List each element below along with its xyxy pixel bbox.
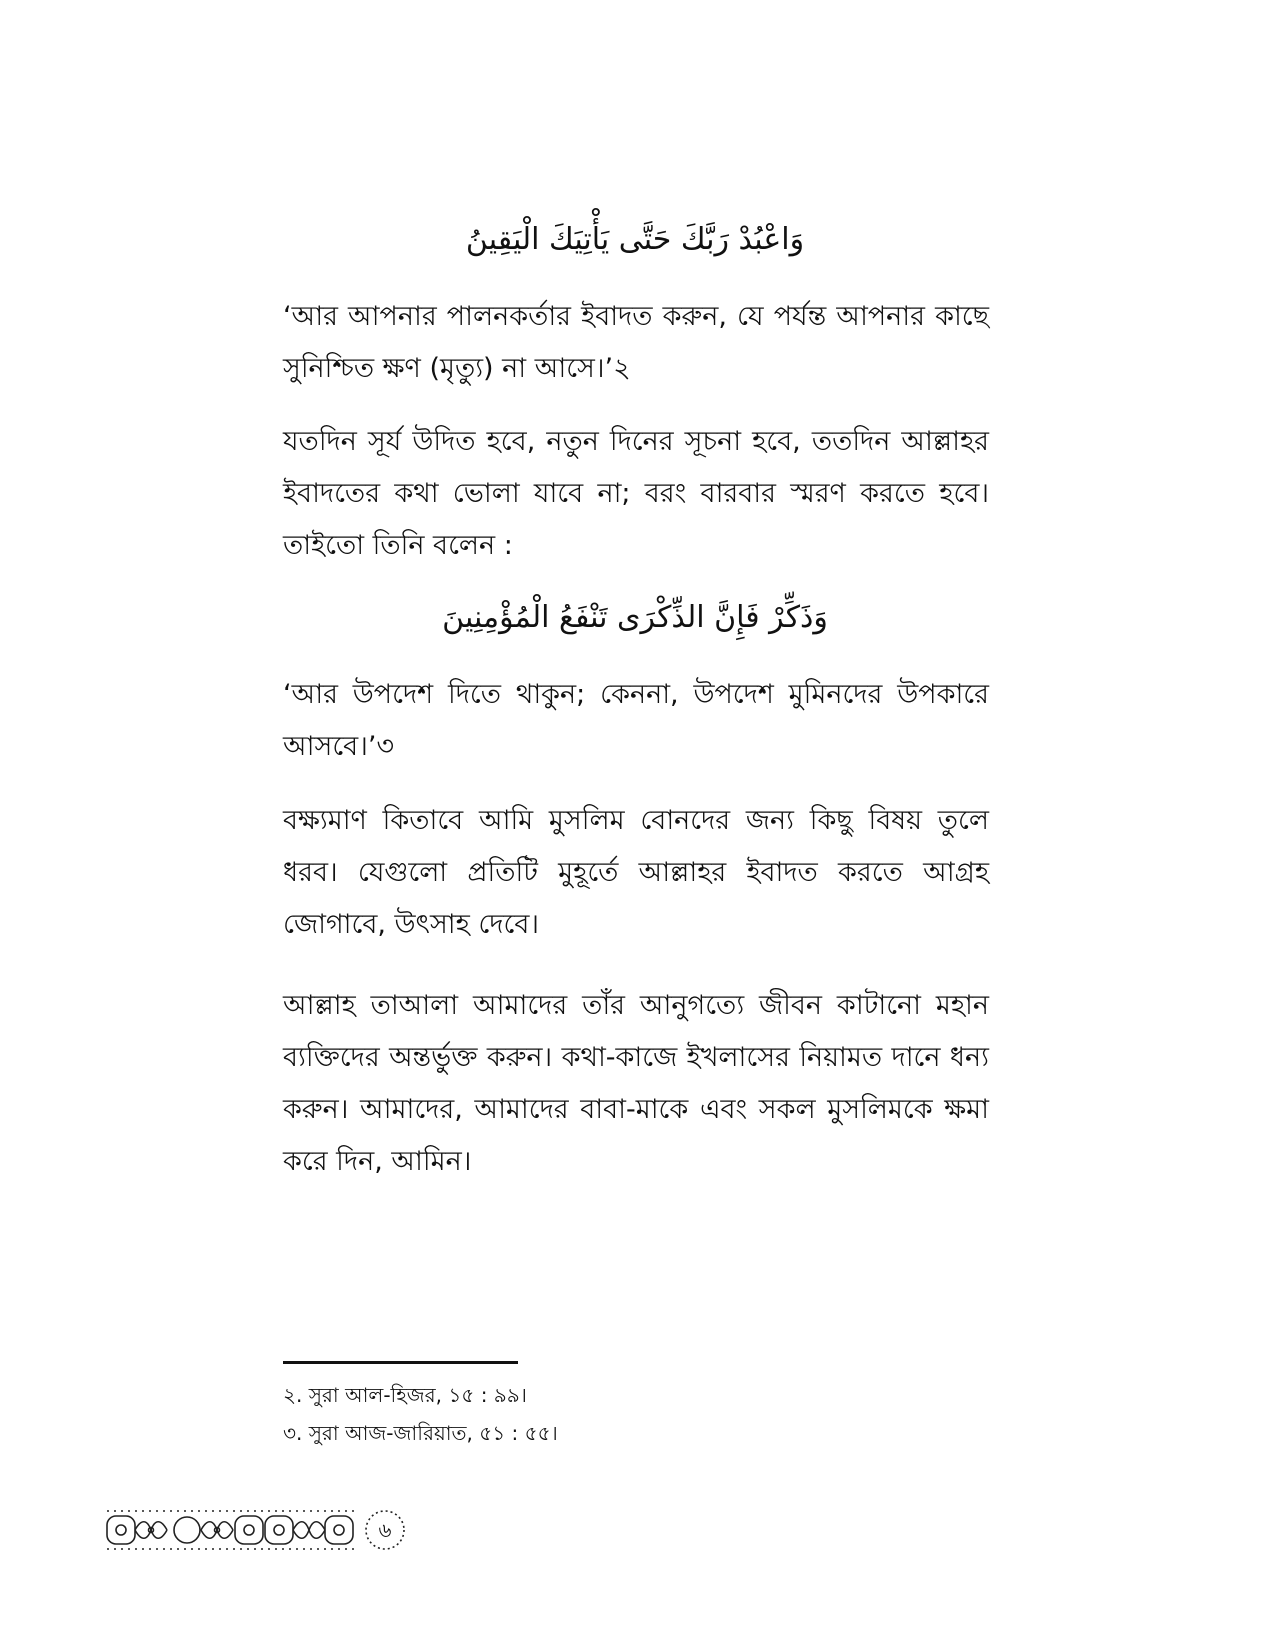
footnote-3: ৩. সুরা আজ-জারিয়াত, ৫১ : ৫৫। <box>283 1421 558 1445</box>
page-number-badge <box>363 1508 407 1552</box>
verse-2-translation: ‘আর উপদেশ দিতে থাকুন; কেননা, উপদেশ মুমিনদের উপকারে আসবে।’৩ <box>283 679 989 762</box>
page-number: ৬ <box>378 1518 392 1542</box>
footnote-divider <box>283 1361 518 1364</box>
footnote-2: ২. সুরা আল-হিজর, ১৫ : ৯৯। <box>283 1383 527 1407</box>
arabic-verse-1: وَاعْبُدْ رَبَّكَ حَتَّى يَأْتِيَكَ الْيَقِينُ <box>465 222 805 257</box>
verse-1-translation: ‘আর আপনার পালনকর্তার ইবাদত করুন, যে পর্যন্ত আপনার কাছে সুনিশ্চিত ক্ষণ (মৃত্যু) না আসে।’২ <box>283 301 989 384</box>
paragraph-2: বক্ষ্যমাণ কিতাবে আমি মুসলিম বোনদের জন্য কিছু বিষয় তুলে ধরব। যেগুলো প্রতিটি মুহূর্তে আল্লাহর ইবাদত করতে আগ্রহ জোগাবে, উৎসাহ দেবে। <box>283 805 989 940</box>
arabic-verse-2: وَذَكِّرْ فَإِنَّ الذِّكْرَى تَنْفَعُ الْمُؤْمِنِينَ <box>442 600 828 635</box>
decorative-border-icon <box>105 1507 357 1553</box>
paragraph-3: আল্লাহ তাআলা আমাদের তাঁর আনুগত্যে জীবন কাটানো মহান ব্যক্তিদের অন্তর্ভুক্ত করুন। কথা-কাজে ইখলাসের নিয়ামত দানে ধন্য করুন। আমাদের, আমাদের বাবা-মাকে এবং সকল মুসলিমকে ক্ষমা করে দিন, আমিন। <box>283 990 989 1177</box>
paragraph-1: যতদিন সূর্য উদিত হবে, নতুন দিনের সূচনা হবে, ততদিন আল্লাহর ইবাদতের কথা ভোলা যাবে না; বরং বারবার স্মরণ করতে হবে। তাইতো তিনি বলেন : <box>283 426 989 561</box>
footnotes <box>283 1376 883 1452</box>
